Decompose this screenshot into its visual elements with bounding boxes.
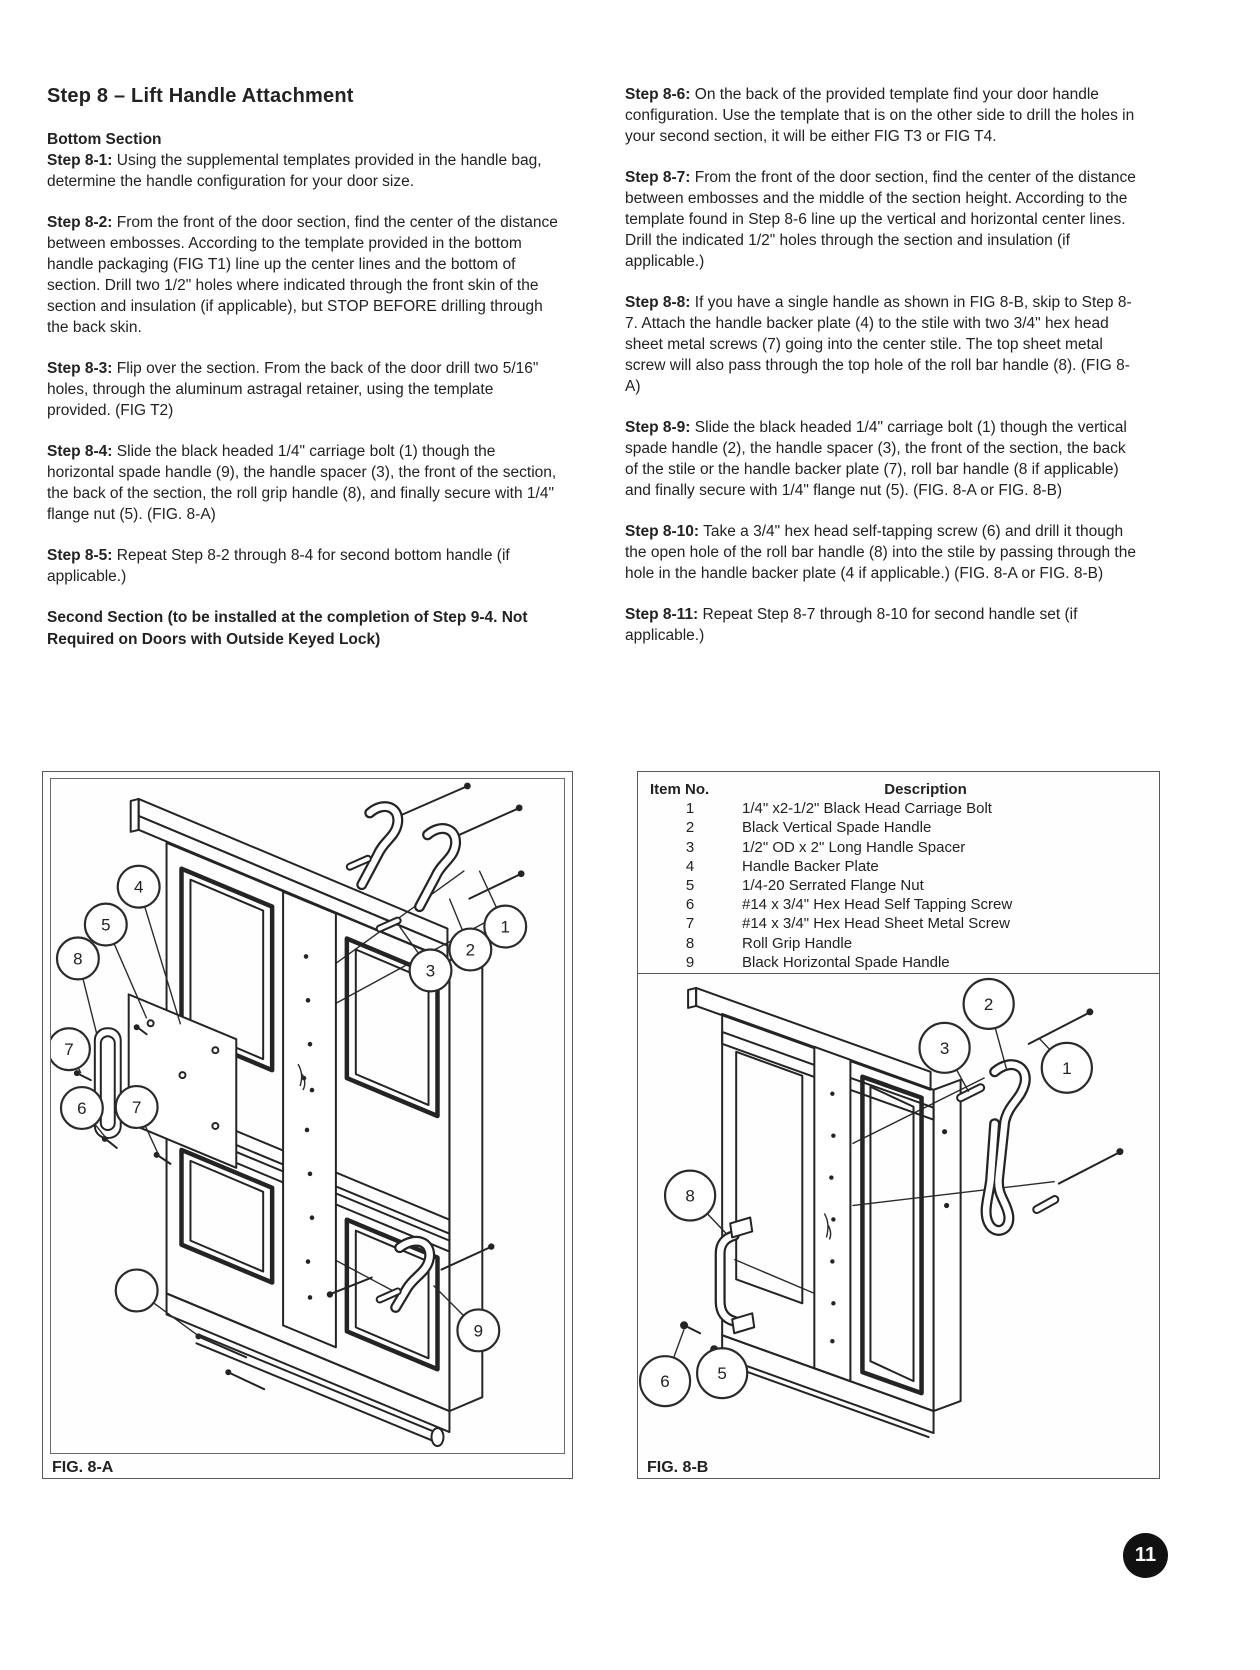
step-text: From the front of the door section, find the center of the distance between embosses. According to the template provided in the bottom handle packaging (FIG T1) line up the center lines and the bottom of section. Drill two 1/2" holes where indicated through the front skin of the section and insulation (if applicable), but STOP BEFORE drilling through the back skin.	[47, 214, 558, 336]
step-label: Step 8-8:	[625, 294, 691, 311]
step-label: Step 8-1:	[47, 152, 113, 169]
callout-8	[665, 1171, 715, 1221]
step-text: Flip over the section. From the back of the door drill two 5/16" holes, through the aluminum astragal retainer, using the template provided. (FIG T2)	[47, 360, 539, 419]
step-text: Slide the black headed 1/4" carriage bolt (1) though the horizontal spade handle (9), the handle spacer (3), the front of the section, the back of the section, the roll grip handle (8), and finally secure with 1/4" flange nut (5). (FIG. 8-A)	[47, 443, 557, 523]
table-row	[638, 934, 1159, 953]
callout-3	[410, 949, 452, 991]
item-description: Roll Grip Handle	[742, 934, 853, 952]
callout-6	[61, 1087, 103, 1129]
svg-text:1: 1	[500, 917, 510, 937]
figure-8b-label: FIG. 8-B	[647, 1459, 709, 1476]
center-stile	[814, 1047, 850, 1381]
figure-8b-drawing-area	[638, 974, 1159, 1454]
page-number-badge	[1123, 1533, 1168, 1578]
step-8-2-paragraph	[47, 212, 561, 338]
step-text: Take a 3/4" hex head self-tapping screw (6) and drill it though the open hole of the roll bar handle (8) into the stile by passing through the hole in the handle backer plate (4 if applicable.) (FIG. 8-A or FIG. 8-B)	[625, 523, 1136, 582]
step-text: If you have a single handle as shown in FIG 8-B, skip to Step 8-7. Attach the handle backer plate (4) to the stile with two 3/4" hex head sheet metal screws (7) going into the center stile. The top sheet metal screw will also pass through the top hole of the roll bar handle (8). (FIG 8-A)	[625, 294, 1132, 395]
callout-4	[118, 866, 160, 908]
left-text-column	[47, 86, 561, 651]
step-text: On the back of the provided template find your door handle configuration. Use the template that is on the other side to drill the holes in your second section, it will be either FIG T3 or FIG T4.	[625, 86, 1135, 145]
svg-text:4: 4	[133, 877, 144, 897]
item-no: 9	[685, 953, 695, 971]
step-8-6-paragraph	[625, 84, 1141, 147]
step-label: Step 8-9:	[625, 419, 691, 436]
step-8-3-paragraph	[47, 358, 561, 421]
table-row	[638, 857, 1159, 876]
callout-9	[457, 1309, 499, 1351]
item-no: 6	[685, 896, 695, 914]
item-no: 2	[685, 819, 695, 837]
callout-2	[449, 929, 491, 971]
column-header-item-no: Item No.	[650, 781, 710, 798]
step-label: Step 8-2:	[47, 214, 113, 231]
step-8-8-paragraph	[625, 292, 1141, 397]
figure-8a-box	[42, 771, 573, 1479]
svg-text:5: 5	[717, 1364, 727, 1384]
page-number: 11	[1134, 1544, 1157, 1566]
figure-8b-drawing	[638, 974, 1159, 1454]
callout-1	[1042, 1043, 1092, 1093]
item-description: #14 x 3/4" Hex Head Sheet Metal Screw	[742, 915, 1010, 933]
parts-table-header	[638, 780, 1159, 799]
table-row	[638, 953, 1159, 972]
step-8-1-paragraph	[47, 150, 561, 192]
step-text: Repeat Step 8-2 through 8-4 for second bottom handle (if applicable.)	[47, 547, 510, 585]
step-text: Slide the black headed 1/4" carriage bolt (1) though the vertical spade handle (2), the handle spacer (3), the front of the section, the back of the stile or the handle backer plate (7), roll bar handle (8 if applicable) and finally secure with 1/4" flange nut (5). (FIG. 8-A or FIG. 8-B)	[625, 419, 1127, 499]
item-description: 1/2" OD x 2" Long Handle Spacer	[742, 838, 966, 856]
step-8-10-paragraph	[625, 521, 1141, 584]
svg-text:3: 3	[425, 961, 436, 981]
table-row	[638, 876, 1159, 895]
section-heading-second-section: Second Section (to be installed at the completion of Step 9-4. Not Required on Doors with Outside Keyed Lock)	[47, 609, 528, 648]
step-label: Step 8-11:	[625, 606, 699, 623]
figure-8b-box	[637, 771, 1160, 1479]
step-label: Step 8-3:	[47, 360, 113, 377]
svg-text:1: 1	[1062, 1058, 1072, 1078]
item-description: Handle Backer Plate	[742, 857, 879, 875]
center-stile	[283, 892, 336, 1348]
table-row	[638, 799, 1159, 818]
item-no: 8	[685, 934, 695, 952]
handle-backer-plate-part	[129, 994, 237, 1167]
svg-text:6: 6	[660, 1372, 670, 1392]
column-header-description: Description	[884, 781, 967, 798]
item-description: 1/4-20 Serrated Flange Nut	[742, 877, 924, 895]
callout-6	[640, 1356, 690, 1406]
callout-2	[964, 979, 1014, 1029]
svg-text:5: 5	[101, 915, 111, 935]
svg-text:8: 8	[73, 949, 83, 969]
step-label: Step 8-5:	[47, 547, 113, 564]
figure-8a-drawing-frame	[50, 778, 565, 1454]
step-8-5-paragraph	[47, 545, 561, 587]
item-no: 7	[685, 915, 695, 933]
callout-5	[697, 1348, 747, 1398]
callout-8	[57, 938, 99, 980]
step-8-11-paragraph	[625, 604, 1141, 646]
callout-blank	[116, 1270, 158, 1312]
step-8-4-paragraph	[47, 441, 561, 525]
callout-7	[51, 1028, 90, 1070]
step-8-9-paragraph	[625, 417, 1141, 501]
svg-text:2: 2	[983, 994, 994, 1014]
item-no: 5	[685, 877, 695, 895]
step-text: From the front of the door section, find the center of the distance between embosses and the middle of the section height. According to the template found in Step 8-6 line up the vertical and horizontal center lines. Drill the indicated 1/2" holes through the section and insulation (if applicable.)	[625, 169, 1136, 270]
step-text: Repeat Step 8-7 through 8-10 for second handle set (if applicable.)	[625, 606, 1078, 644]
section-heading-bottom-section: Bottom Section	[47, 131, 162, 148]
table-row	[638, 895, 1159, 914]
item-description: #14 x 3/4" Hex Head Self Tapping Screw	[742, 896, 1013, 914]
svg-text:7: 7	[64, 1040, 74, 1060]
parts-table	[638, 772, 1159, 974]
item-description: 1/4" x2-1/2" Black Head Carriage Bolt	[742, 800, 992, 818]
item-description: Black Horizontal Spade Handle	[742, 953, 950, 971]
right-text-column	[625, 84, 1141, 666]
page-title: Step 8 – Lift Handle Attachment	[47, 85, 354, 107]
callout-7b	[116, 1086, 158, 1128]
step-8-7-paragraph	[625, 167, 1141, 272]
figure-8a-label: FIG. 8-A	[52, 1459, 114, 1476]
step-label: Step 8-10:	[625, 523, 700, 540]
callout-3	[920, 1023, 970, 1073]
svg-text:3: 3	[939, 1038, 950, 1058]
figure-8a-drawing	[51, 779, 564, 1453]
svg-text:8: 8	[685, 1186, 695, 1206]
step-label: Step 8-7:	[625, 169, 691, 186]
callout-5	[85, 904, 127, 946]
item-no: 3	[685, 838, 695, 856]
item-no: 4	[685, 857, 695, 875]
item-description: Black Vertical Spade Handle	[742, 819, 932, 837]
table-row	[638, 914, 1159, 933]
svg-text:9: 9	[473, 1321, 484, 1341]
svg-text:2: 2	[465, 940, 476, 960]
step-label: Step 8-6:	[625, 86, 691, 103]
svg-text:7: 7	[131, 1098, 142, 1118]
table-row	[638, 838, 1159, 857]
item-no: 1	[685, 800, 695, 818]
table-row	[638, 818, 1159, 837]
svg-text:6: 6	[77, 1098, 87, 1119]
step-label: Step 8-4:	[47, 443, 113, 460]
step-text: Using the supplemental templates provided in the handle bag, determine the handle configuration for your door size.	[47, 152, 542, 190]
